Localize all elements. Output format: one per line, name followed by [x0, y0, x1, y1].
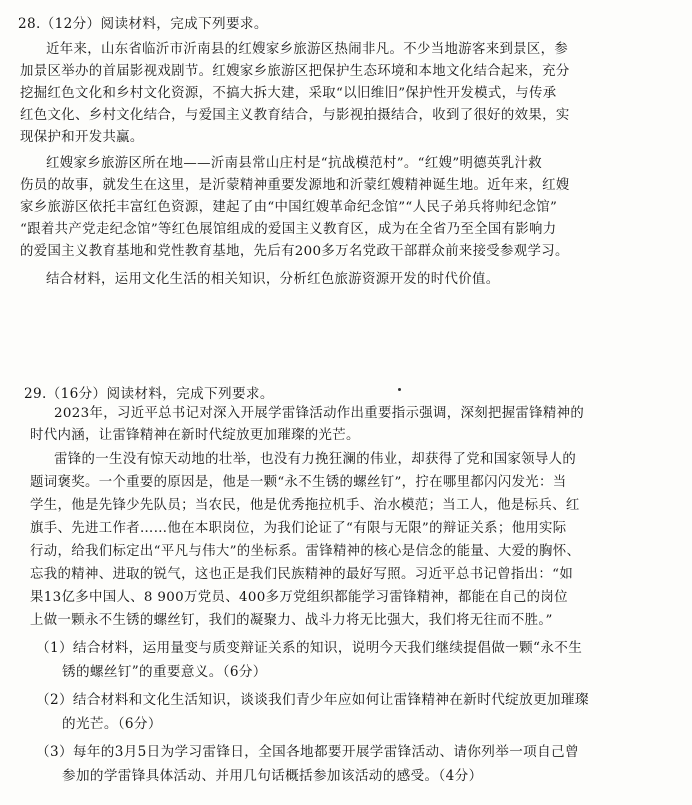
sub-question-1: （1）结合材料，运用量变与质变辩证关系的知识，说明今天我们继续提倡做一颗“永不生	[36, 640, 583, 656]
question-29-header: 29.（16分）阅读材料，完成下列要求。	[24, 386, 274, 402]
sub-question-3: （3）每年的3月5日为学习雷锋日，全国各地都要开展学雷锋活动、请你列举一项自己曾	[36, 744, 579, 760]
q29-text-line: 2023年，习近平总书记对深入开展学雷锋活动作出重要指示强调，深刻把握雷锋精神的	[54, 406, 585, 421]
q29-text-line: 上做一颗永不生锈的螺丝钉，我们的凝聚力、战斗力将无比强大，我们将无往而不胜。”	[30, 613, 553, 628]
q29-text-line: 果13亿多中国人、8 900万党员、400多万党组织都能学习雷锋精神，都能在自己的岗位	[30, 590, 568, 605]
q28-text-line: 现保护和开发共赢。	[20, 130, 144, 145]
q29-text-line: 雷锋的一生没有惊天动地的壮举，也没有力挽狂澜的伟业，却获得了党和国家领导人的	[54, 452, 577, 467]
sub-question-1-cont: 锈的螺丝钉”的重要意义。（6分）	[62, 664, 267, 680]
q28-text-line: 近年来，山东省临沂市沂南县的红嫂家乡旅游区热闹非凡。不少当地游客来到景区，参	[46, 42, 569, 57]
sub-question-2: （2）结合材料和文化生活知识，谈谈我们青少年应如何让雷锋精神在新时代绽放更加璀璨	[36, 692, 589, 708]
q29-text-line: 学生，他是先锋少先队员；当农民，他是优秀拖拉机手、治水模范；当工人，他是标兵、红	[30, 498, 580, 513]
q28-text-line: 加景区举办的首届影视戏剧节。红嫂家乡旅游区把保护生态环境和本地文化结合起来，充分	[20, 64, 570, 79]
q28-text-line: “跟着共产党走纪念馆”等红色展馆组成的爱国主义教育区，成为在全省乃至全国有影响力	[20, 222, 557, 237]
q28-text-line: 红色文化、乡村文化结合，与爱国主义教育结合，与影视拍摄结合，收到了很好的效果，实	[20, 108, 570, 123]
q28-text-line: 伤员的故事，就发生在这里，是沂蒙精神重要发源地和沂蒙红嫂精神诞生地。近年来，红嫂	[20, 178, 570, 193]
q28-text-line: 的爱国主义教育基地和党性教育基地，先后有200多万名党政干部群众前来接受参观学习。	[20, 244, 569, 259]
sub-question-2-cont: 的光芒。（6分）	[62, 716, 162, 732]
stray-mark	[398, 388, 401, 391]
q29-text-line: 时代内涵，让雷锋精神在新时代绽放更加璀璨的光芒。	[30, 428, 360, 443]
q29-text-line: 题词褒奖。一个重要的原因是，他是一颗“永不生锈的螺丝钉”，拧在哪里都闪闪发光：当	[30, 475, 567, 490]
q28-prompt: 结合材料，运用文化生活的相关知识，分析红色旅游资源开发的时代价值。	[46, 272, 500, 287]
q29-text-line: 旗手、先进工作者……他在本职岗位，为我们论证了“有限与无限”的辩证关系；他用实际	[30, 521, 567, 536]
q28-text-line: 家乡旅游区依托丰富红色资源，建起了由“中国红嫂革命纪念馆”“人民子弟兵将帅纪念馆”	[20, 200, 558, 215]
question-28-header: 28.（12分）阅读材料，完成下列要求。	[18, 16, 268, 32]
q29-text-line: 忘我的精神、进取的锐气，这也正是我们民族精神的最好写照。习近平总书记曾指出：“如	[30, 567, 574, 582]
sub-question-3-cont: 参加的学雷锋具体活动、并用几句话概括参加该活动的感受。（4分）	[62, 768, 483, 784]
q28-text-line: 挖掘红色文化和乡村文化资源，不搞大拆大建，采取“以旧维旧”保护性开发模式，与传承	[20, 86, 557, 101]
q29-text-line: 行动，给我们标定出“平凡与伟大”的坐标系。雷锋精神的核心是信念的能量、大爱的胸怀、	[30, 544, 581, 559]
q28-text-line: 红嫂家乡旅游区所在地——沂南县常山庄村是“抗战模范村”。“红嫂”明德英乳汁救	[46, 156, 542, 171]
